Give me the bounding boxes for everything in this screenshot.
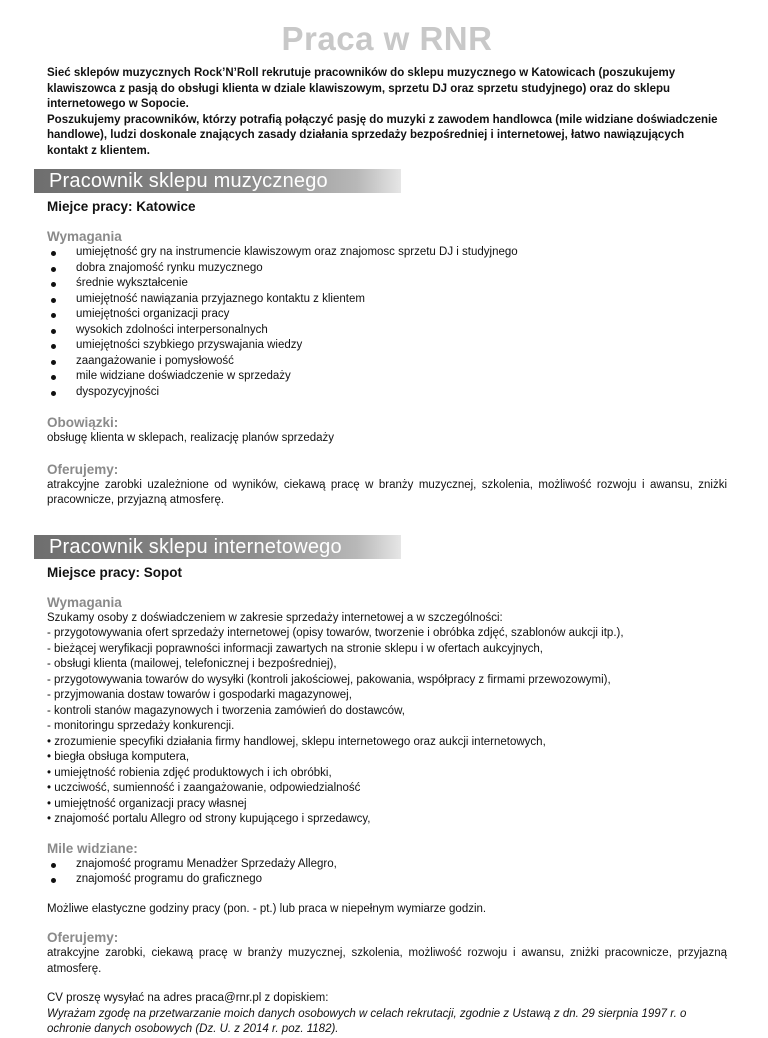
document-page (47, 0, 727, 1038)
text-line: - przygotowywania ofert sprzedaży internetowej (opisy towarów, tworzenie i obróbka zdjęć, szablonów aukcji itp.), (47, 627, 624, 639)
list-item: zaangażowanie i pomysłowość (47, 354, 727, 370)
list-item: umiejętności organizacji pracy (47, 307, 727, 323)
page-title: Praca w RNR (281, 20, 493, 57)
job-section-music-store (47, 169, 727, 509)
list-item: umiejętność nawiązania przyjaznego kontaktu z klientem (47, 292, 727, 308)
list-item: wysokich zdolności interpersonalnych (47, 323, 727, 339)
requirements-heading: Wymagania (47, 229, 122, 244)
text-line: - bieżącej weryfikacji poprawności informacji zawartych na stronie sklepu i w ofertach aukcyjnych, (47, 642, 543, 655)
list-item: dobra znajomość rynku muzycznego (47, 261, 727, 277)
duties-text: obsługę klienta w sklepach, realizację planów sprzedaży (47, 432, 335, 444)
job-location: Miejsce pracy: Sopot (47, 564, 183, 580)
requirements-list (47, 245, 727, 400)
duties-heading: Obowiązki: (47, 415, 119, 430)
list-item: znajomość programu do graficznego (47, 872, 727, 888)
offer-text: atrakcyjne zarobki uzależnione od wyników, ciekawą pracę w branży muzycznej, szkolenia, możliwość rozwoju i awansu, zniżki pracownicze, przyjazną atmosferę. (47, 478, 727, 506)
offer-heading: Oferujemy: (47, 461, 119, 477)
text-line: • biegła obsługa komputera, (47, 751, 190, 763)
working-hours-text: Możliwe elastyczne godziny pracy (pon. - pt.) lub praca w niepełnym wymiarze godzin. (47, 902, 487, 915)
section-heading: Pracownik sklepu muzycznego (34, 169, 401, 193)
nice-to-have-list (47, 857, 727, 888)
list-item: umiejętności szybkiego przyswajania wiedzy (47, 338, 727, 354)
list-item: umiejętność gry na instrumencie klawiszowym oraz znajomosc sprzetu DJ i studyjnego (47, 245, 727, 261)
intro-paragraph: Sieć sklepów muzycznych Rock’N’Roll rekrutuje pracowników do sklepu muzycznego w Katowicach (poszukujemy klawiszowca z pasją do obsługi klienta w dziale klawiszowym, sprzetu DJ oraz sprzetu studyjnego) oraz do sklepu internetowego w Sopocie. (47, 67, 676, 110)
text-line: Szukamy osoby z doświadczeniem w zakresie sprzedaży internetowej a w szczególności: (47, 611, 503, 624)
text-line: - obsługi klienta (mailowej, telefonicznej i bezpośredniej), (47, 658, 337, 670)
text-line: • umiejętność organizacji pracy własnej (47, 797, 247, 810)
job-location: Miejce pracy: Katowice (47, 199, 196, 214)
list-item: mile widziane doświadczenie w sprzedaży (47, 369, 727, 385)
cv-instructions: CV proszę wysyłać na adres praca@rnr.pl z dopiskiem: (47, 992, 329, 1004)
intro (47, 66, 727, 159)
offer-text: atrakcyjne zarobki, ciekawą pracę w branży muzycznej, szkolenia, możliwość rozwoju i awansu, zniżki pracownicze, przyjazną atmosferę. (47, 947, 727, 975)
text-line: • uczciwość, sumienność i zaangażowanie, odpowiedzialność (47, 782, 361, 794)
intro-paragraph: Poszukujemy pracowników, którzy potrafią połączyć pasję do muzyki z zawodem handlowca (mile widziane doświadczenie handlowe), ludzi doskonale znających zasady działania sprzedaży bezpośredniej i internetowej, łatwo nawiązujących kontakt z klientem. (47, 113, 718, 157)
text-line: - przygotowywania towarów do wysyłki (kontroli jakościowej, pakowania, współpracy z firmami przewozowymi), (47, 673, 611, 686)
section-heading: Pracownik sklepu internetowego (34, 535, 401, 559)
requirements-text (47, 611, 727, 828)
text-line: • umiejętność robienia zdjęć produktowych i ich obróbki, (47, 766, 332, 779)
list-item: znajomość programu Menadżer Sprzedaży Allegro, (47, 857, 727, 873)
offer-heading: Oferujemy: (47, 930, 119, 945)
text-line: - przyjmowania dostaw towarów i gospodarki magazynowej, (47, 689, 352, 701)
list-item: dyspozycyjności (47, 385, 727, 401)
text-line: - monitoringu sprzedaży konkurencji. (47, 720, 235, 732)
text-line: - kontroli stanów magazynowych i tworzenia zamówień do dostawców, (47, 704, 405, 717)
list-item: średnie wykształcenie (47, 276, 727, 292)
consent-clause: Wyrażam zgodę na przetwarzanie moich danych osobowych w celach rekrutacji, zgodnie z Ustawą z dn. 29 sierpnia 1997 r. o ochronie danych osobowych (Dz. U. z 2014 r. poz. 1182). (47, 1007, 687, 1035)
text-line: • znajomość portalu Allegro od strony kupującego i sprzedawcy, (47, 813, 371, 825)
text-line: • zrozumienie specyfiki działania firmy handlowej, sklepu internetowego oraz aukcji internetowych, (47, 735, 546, 748)
job-section-online-store (47, 535, 727, 1038)
nice-to-have-heading: Mile widziane: (47, 840, 138, 856)
requirements-heading: Wymagania (47, 594, 122, 610)
